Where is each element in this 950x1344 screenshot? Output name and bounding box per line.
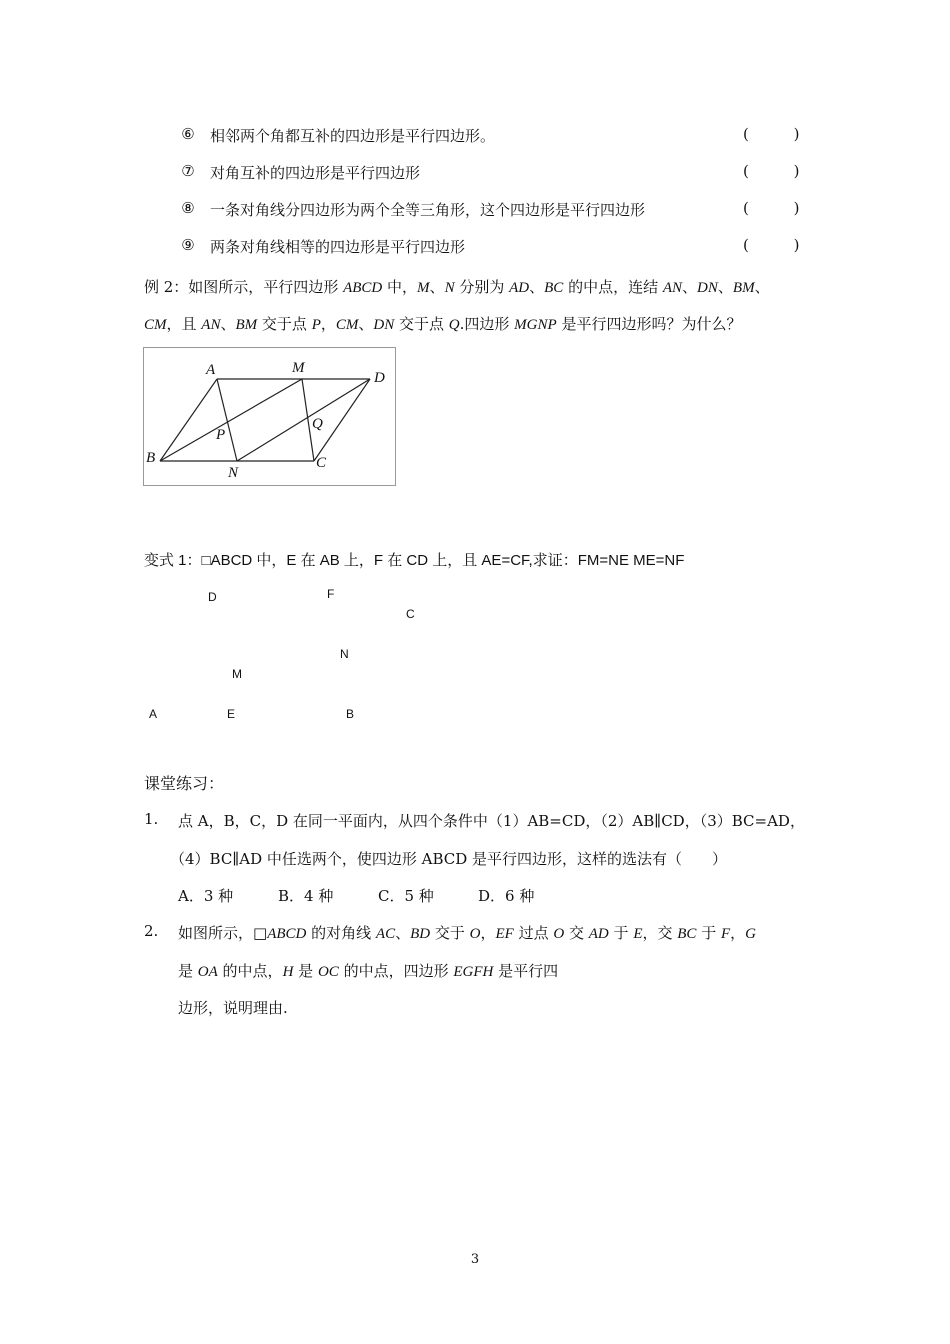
q2-line3: 边形，说明理由. [178, 999, 288, 1017]
edge-ab [160, 379, 217, 461]
label-c: C [316, 455, 327, 471]
item-number: ⑨ [181, 236, 195, 254]
q2-number: 2. [144, 922, 159, 940]
variant-label-d: D [208, 590, 217, 604]
q1-option-c: C．5 种 [378, 887, 434, 905]
practice-title: 课堂练习： [144, 774, 225, 793]
parallelogram-figure [143, 347, 396, 486]
label-d: D [374, 370, 385, 386]
item-text: 一条对角线分四边形为两个全等三角形，这个四边形是平行四边形 [210, 201, 646, 219]
label-q: Q [312, 416, 323, 432]
q1-line2: （4）BC∥AD 中任选两个，使四边形 ABCD 是平行四边形，这样的选法有（ ） [170, 850, 728, 868]
item-number: ⑧ [181, 199, 195, 217]
answer-paren: ( ) [743, 236, 820, 254]
q1-number: 1. [144, 810, 159, 828]
page-number: 3 [470, 1252, 480, 1267]
item-number: ⑥ [181, 125, 195, 143]
item-number: ⑦ [181, 162, 195, 180]
variant-label-m: M [232, 667, 242, 681]
answer-paren: ( ) [743, 199, 820, 217]
label-n: N [228, 465, 239, 481]
example2-line1: 例 2：如图所示，平行四边形 ABCD 中，M、N 分别为 AD、BC 的中点，连结 AN、DN、BM、 [144, 278, 770, 296]
parallelogram-diagram [144, 348, 395, 485]
variant-label-n: N [340, 647, 349, 661]
item-text: 两条对角线相等的四边形是平行四边形 [210, 238, 466, 256]
variant-label-c: C [406, 607, 415, 621]
q2-line2: 是 OA 的中点，H 是 OC 的中点，四边形 EGFH 是平行四 [178, 962, 559, 980]
item-text: 相邻两个角都互补的四边形是平行四边形。 [210, 127, 496, 145]
q1-option-a: A．3 种 [178, 887, 234, 905]
q1-option-b: B．4 种 [278, 887, 334, 905]
segment-bm [160, 379, 302, 461]
example2-line2: CM，且 AN、BM 交于点 P，CM、DN 交于点 Q.四边形 MGNP 是平行四边形吗？为什么？ [144, 315, 742, 333]
label-m: M [292, 360, 305, 376]
variant-label-a: A [149, 707, 158, 721]
answer-paren: ( ) [743, 125, 820, 143]
variant-label-e: E [227, 707, 236, 721]
variant-label-b: B [346, 707, 355, 721]
segment-an [217, 379, 237, 461]
label-p: P [216, 427, 226, 443]
variant1-text: 变式 1：□ABCD 中，E 在 AB 上，F 在 CD 上，且 AE=CF,求证：FM=NE ME=NF [144, 552, 685, 569]
variant-label-f: F [327, 587, 335, 601]
q2-line1: 如图所示，□ABCD 的对角线 AC、BD 交于 O，EF 过点 O 交 AD 于 E，交 BC 于 F，G [178, 924, 757, 942]
answer-paren: ( ) [743, 162, 820, 180]
q1-line1: 点 A，B，C，D 在同一平面内，从四个条件中（1）AB=CD，（2）AB∥CD，（3）BC=AD， [178, 812, 805, 830]
item-text: 对角互补的四边形是平行四边形 [210, 164, 421, 182]
q1-option-d: D．6 种 [478, 887, 535, 905]
label-a: A [206, 362, 216, 378]
label-b: B [146, 450, 156, 466]
